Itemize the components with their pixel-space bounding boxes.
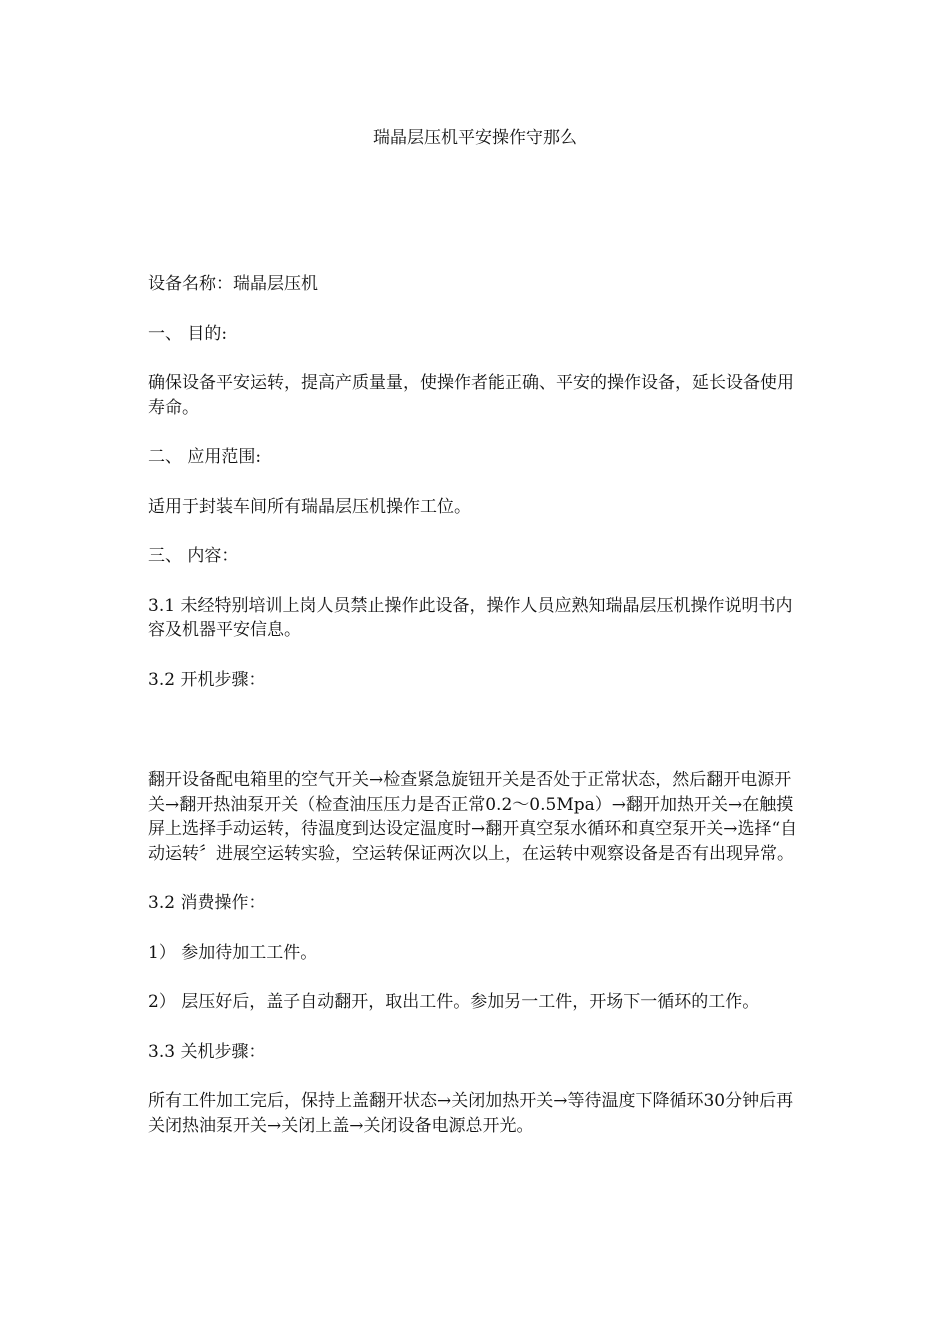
startup-body: 翻开设备配电箱里的空气开关→检查紧急旋钮开关是否处于正常状态，然后翻开电源开关→翻开热油泵开关（检查油压压力是否正常0.2～0.5Mpa）→翻开加热开关→在触摸屏上选择手动运转，待温度到达设定温度时→翻开真空泵水循环和真空泵开关→选择“自动运转〞进展空运转实验，空运转保证两次以上，在运转中观察设备是否有出现异常。 [148, 770, 798, 864]
section-2-heading: 二、 应用范围: [148, 447, 262, 467]
startup-heading: 3.2 开机步骤： [148, 669, 266, 690]
production-step-2: 2） 层压好后，盖子自动翻开，取出工件。参加另一工件，开场下一循环的工作。 [148, 992, 760, 1012]
production-heading: 3.2 消费操作： [148, 893, 266, 913]
section-1-body: 确保设备平安运转，提高产质量量，使操作者能正确、平安的操作设备，延长设备使用寿命。 [148, 373, 794, 418]
item-3-1: 3.1 未经特别培训上岗人员禁止操作此设备，操作人员应熟知瑞晶层压机操作说明书内容及机器平安信息。 [148, 595, 793, 640]
document-title: 瑞晶层压机平安操作守那么 [373, 128, 577, 148]
shutdown-body: 所有工件加工完后，保持上盖翻开状态→关闭加热开关→等待温度下降循环30分钟后再关闭热油泵开关→关闭上盖→关闭设备电源总开光。 [148, 1091, 794, 1136]
section-3-heading: 三、 内容： [148, 546, 239, 566]
document-body [148, 272, 803, 1163]
section-2-body: 适用于封装车间所有瑞晶层压机操作工位。 [148, 496, 471, 517]
section-1-heading: 一、 目的: [148, 323, 228, 344]
equipment-name: 设备名称：瑞晶层压机 [148, 274, 318, 294]
shutdown-heading: 3.3 关机步骤： [148, 1041, 266, 1062]
production-step-1: 1） 参加待加工工件。 [148, 942, 318, 963]
